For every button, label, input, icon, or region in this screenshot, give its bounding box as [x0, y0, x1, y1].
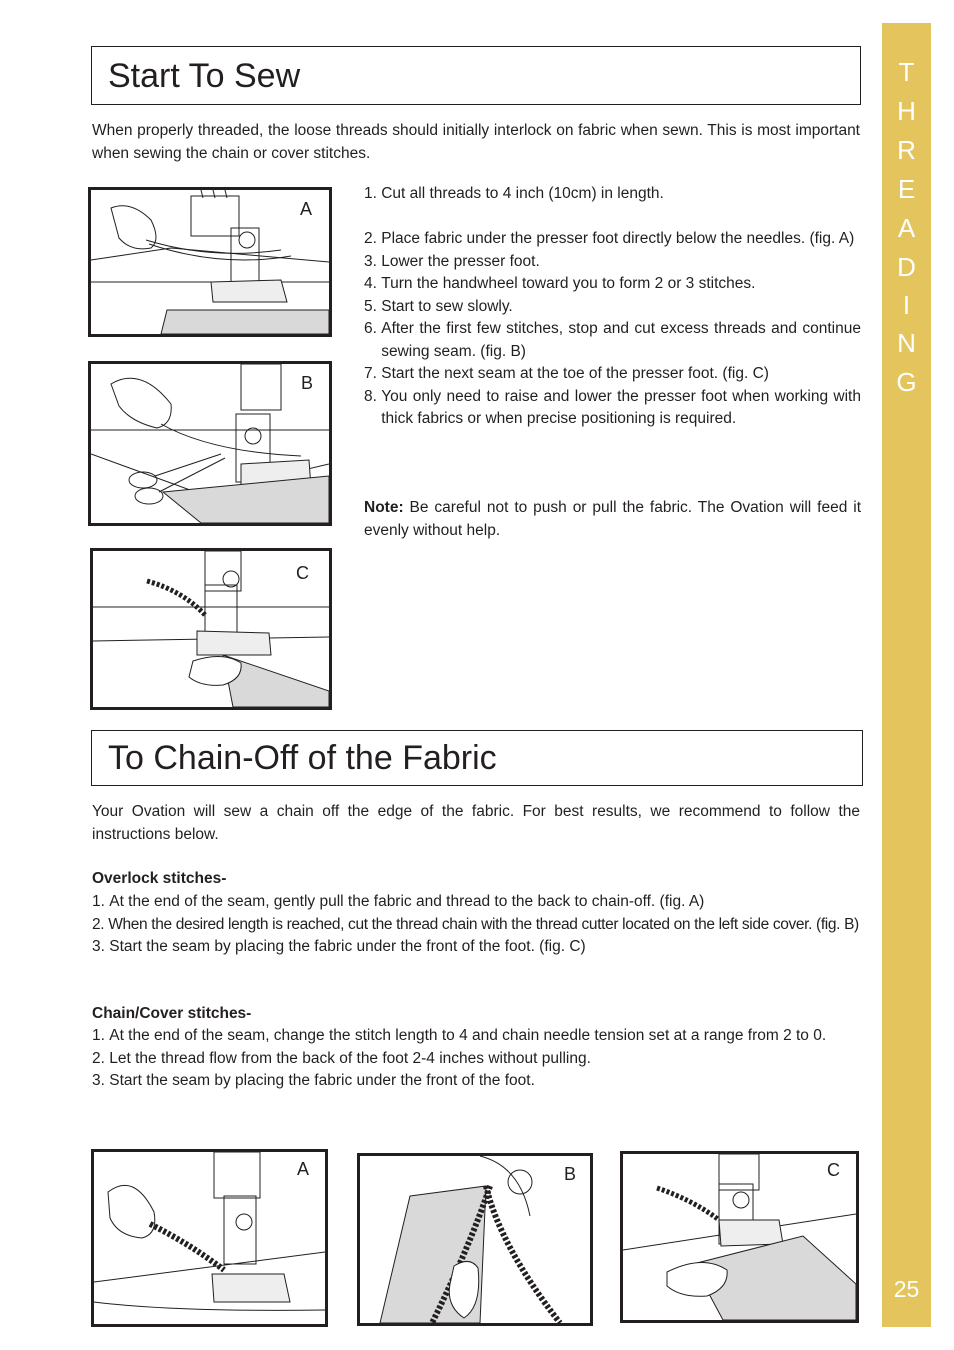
sidebar-letter: T [898, 57, 915, 87]
list-item: 3. Start the seam by placing the fabric under the front of the foot. [92, 1072, 535, 1089]
section-title-start-to-sew: Start To Sew [91, 46, 861, 105]
list-item: 4. Turn the handwheel toward you to form 2 or 3 stitches. [364, 275, 756, 292]
threading-sidebar [882, 23, 931, 1327]
sidebar-letter: A [897, 213, 916, 243]
list-item: 2. Let the thread flow from the back of the foot 2-4 inches without pulling. [92, 1049, 591, 1067]
list-item: 1. At the end of the seam, change the stitch length to 4 and chain needle tension set at a range from 2 to 0. [92, 1027, 827, 1044]
list-item: 5. Start to sew slowly. [364, 297, 513, 315]
sidebar-letter: E [897, 174, 916, 204]
sidebar-letter: N [897, 328, 916, 358]
sewing-machine-threads-illustration [91, 190, 329, 334]
list-item: 1. At the end of the seam, gently pull the fabric and thread to the back to chain-off. (fig. A) [92, 893, 705, 910]
figure-b-thread-cutter [357, 1153, 593, 1326]
thread-cutter-chain-illustration [360, 1156, 590, 1323]
figure-c-next-seam [90, 548, 332, 710]
chain-off-intro: Your Ovation will sew a chain off the edge of the fabric. For best results, we recommend to follow the instructions below. [92, 803, 860, 843]
list-item: 2. Place fabric under the presser foot directly below the needles. (fig. A) [364, 230, 855, 247]
figure-label: B [301, 373, 314, 393]
figure-a-pull-chain [91, 1149, 328, 1327]
fabric-under-foot-illustration [623, 1154, 856, 1320]
list-item: 3. Lower the presser foot. [364, 252, 540, 270]
figure-a-threads [88, 187, 332, 337]
sidebar-letter: H [897, 96, 916, 126]
figure-label: B [564, 1164, 577, 1184]
sidebar-letter: R [897, 135, 916, 165]
list-item: 8. You only need to raise and lower the presser foot when working with thick fabrics or when precise positioning is required. [364, 387, 861, 427]
list-item: 1. Cut all threads to 4 inch (10cm) in length. [364, 185, 664, 202]
page-number: 25 [893, 1276, 920, 1302]
overlock-steps [92, 891, 860, 959]
sidebar-letter: I [902, 290, 911, 320]
overlock-heading: Overlock stitches- [92, 870, 227, 887]
chain-cover-steps [92, 1025, 860, 1093]
sidebar-letter: D [897, 252, 916, 282]
chain-cover-heading: Chain/Cover stitches- [92, 1005, 252, 1022]
figure-label: A [297, 1159, 310, 1179]
sidebar-letter: G [896, 367, 917, 397]
list-item: 6. After the first few stitches, stop and cut excess threads and continue sewing seam. (fig. B) [364, 320, 861, 360]
figure-c-fabric-under-foot [620, 1151, 859, 1323]
figure-label: C [296, 563, 309, 583]
section-title-chain-off: To Chain-Off of the Fabric [91, 730, 863, 786]
note-text: Be careful not to push or pull the fabric. The Ovation will feed it evenly without help. [364, 499, 861, 539]
list-item: 7. Start the next seam at the toe of the presser foot. (fig. C) [364, 365, 769, 382]
list-item: 2. When the desired length is reached, cut the thread chain with the thread cutter located on the left side cover. (fig. B) [92, 915, 859, 933]
note-paragraph [364, 497, 861, 542]
hand-guiding-fabric-illustration [93, 551, 329, 707]
figure-b-cut-threads [88, 361, 332, 526]
hand-pulling-chain-illustration [94, 1152, 325, 1324]
scissors-cutting-threads-illustration [91, 364, 329, 523]
list-item: 3. Start the seam by placing the fabric under the front of the foot. (fig. C) [92, 938, 586, 955]
figure-label: A [300, 199, 313, 219]
start-to-sew-steps [364, 183, 861, 431]
note-label: Note: [364, 499, 404, 516]
figure-label: C [827, 1160, 840, 1180]
start-to-sew-intro: When properly threaded, the loose threads should initially interlock on fabric when sewn. This is most important when sewing the chain or cover stitches. [92, 122, 860, 162]
